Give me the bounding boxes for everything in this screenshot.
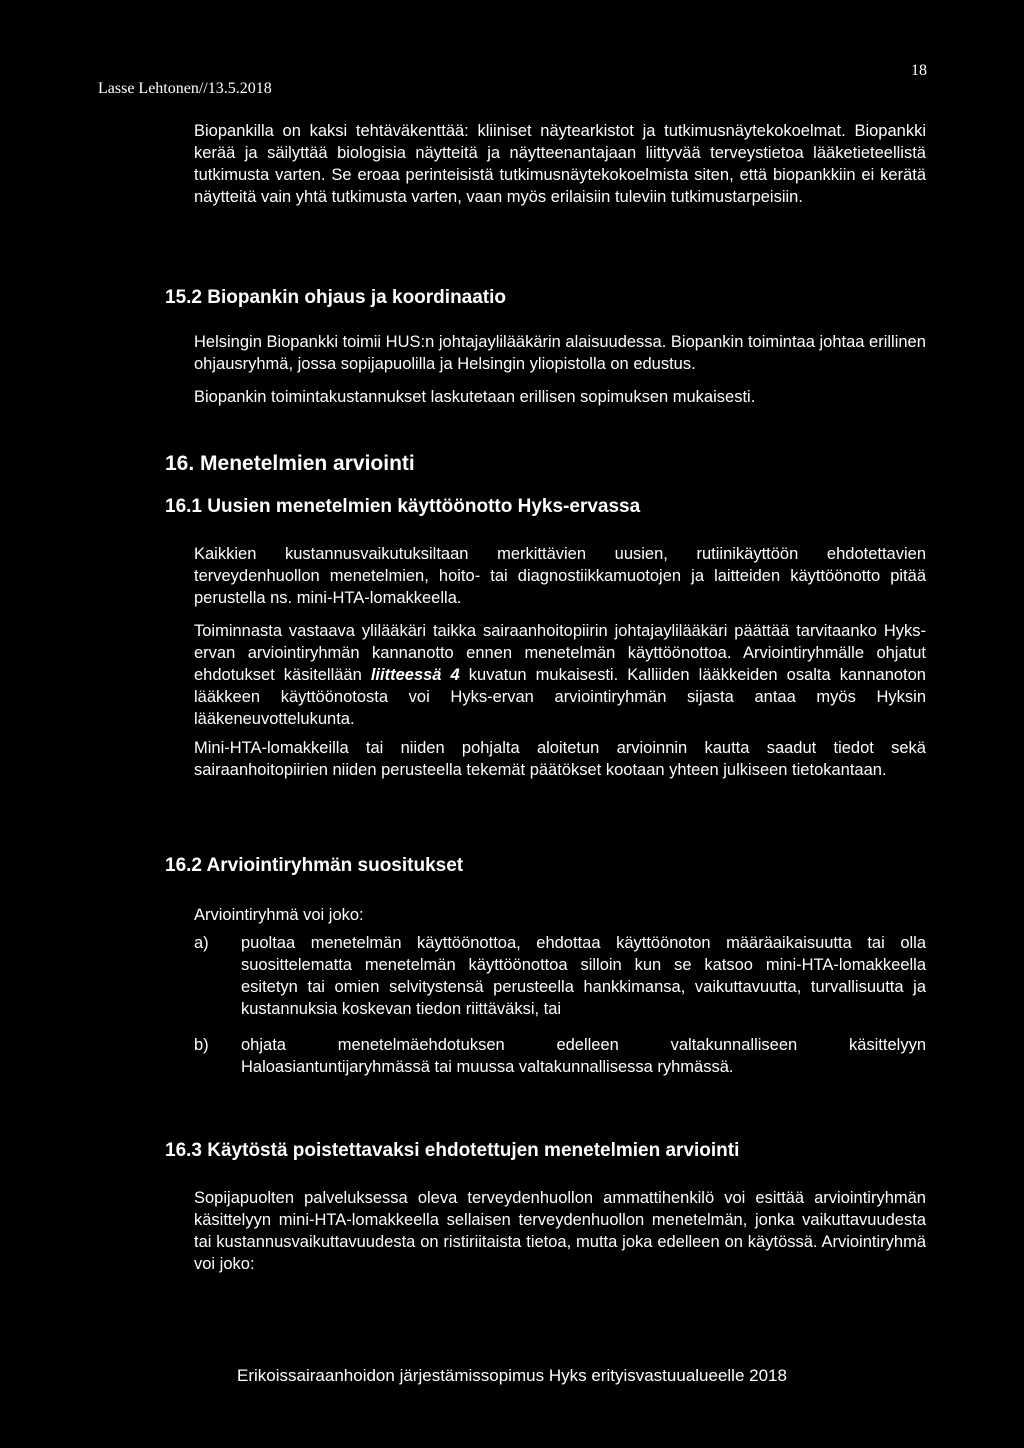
appendix-reference: liitteessä 4 xyxy=(370,666,460,684)
heading-16-2: 16.2 Arviointiryhmän suositukset xyxy=(165,855,464,876)
list-item-text: ohjata menetelmäehdotuksen edelleen valtakunnalliseen käsittelyyn Haloasiantuntijaryhmässä tai muussa valtakunnallisessa ryhmässä. xyxy=(241,1036,926,1076)
list-marker: b) xyxy=(194,1036,209,1054)
heading-16-1: 16.1 Uusien menetelmien käyttöönotto Hyks-ervassa xyxy=(165,496,641,517)
intro-paragraph: Biopankilla on kaksi tehtäväkenttää: kliiniset näytearkistot ja tutkimusnäytekokoelmat. Biopankki kerää ja säilyttää biologisia näytteitä ja näytteenantajaan liittyvää terveystietoa lääketieteellistä tutkimusta varten. Se eroaa perinteisistä tutkimusnäytekokoelmista siten, että biopankkiin ei kerätä näytteitä vain yhtä tutkimusta varten, vaan myös erilaisiin tuleviin tutkimustarpeisiin. xyxy=(194,122,926,206)
s15-2-paragraph-1: Helsingin Biopankki toimii HUS:n johtajaylilääkärin alaisuudessa. Biopankin toimintaa johtaa erillinen ohjausryhmä, jossa sopijapuolilla ja Helsingin yliopistolla on edustus. xyxy=(194,333,926,373)
list-item xyxy=(194,1034,926,1078)
s16-1-paragraph-3: Mini-HTA-lomakkeilla tai niiden pohjalta aloitetun arvioinnin kautta saadut tiedot sekä sairaanhoitopiirien niiden perusteella tekemät päätökset kootaan yhteen julkiseen tietokantaan. xyxy=(194,739,926,779)
heading-16: 16. Menetelmien arviointi xyxy=(165,452,415,475)
header-left: Lasse Lehtonen//13.5.2018 xyxy=(98,80,272,97)
heading-16-3: 16.3 Käytöstä poistettavaksi ehdotettujen menetelmien arviointi xyxy=(165,1140,740,1161)
heading-15-2: 15.2 Biopankin ohjaus ja koordinaatio xyxy=(165,287,507,308)
page-footer: Erikoissairaanhoidon järjestämissopimus Hyks erityisvastuualueelle 2018 xyxy=(237,1366,787,1385)
page-number: 18 xyxy=(911,62,927,79)
recommendation-list xyxy=(194,932,926,1078)
list-item xyxy=(194,932,926,1020)
list-item-text: puoltaa menetelmän käyttöönottoa, ehdottaa käyttöönoton määräaikaisuutta tai olla suosittelematta menetelmän käyttöönottoa silloin kun se katsoo mini-HTA-lomakkeella esitetyn tai omien selvitystensä perusteella hankkimansa, vaikuttavuutta, turvallisuutta ja kustannuksia koskevan tiedon riittäväksi, tai xyxy=(241,934,926,1018)
s16-3-paragraph-1: Sopijapuolten palveluksessa oleva terveydenhuollon ammattihenkilö voi esittää arviointiryhmän käsittelyyn mini-HTA-lomakkeella sellaisen terveydenhuollon menetelmän, jonka vaikuttavuudesta tai kustannusvaikuttavuudesta on ristiriitaista tietoa, mutta joka edelleen on käytössä. Arviointiryhmä voi joko: xyxy=(194,1189,926,1273)
s15-2-paragraph-2: Biopankin toimintakustannukset laskutetaan erillisen sopimuksen mukaisesti. xyxy=(194,388,756,406)
list-marker: a) xyxy=(194,934,209,952)
s16-1-paragraph-2: Toiminnasta vastaava ylilääkäri taikka sairaanhoitopiirin johtajaylilääkäri päättää tarvitaanko Hyks-ervan arviointiryhmän kannanotto ennen menetelmän käyttöönottoa. Arviointiryhmälle ohjatut ehdotukset käsitellään liitteessä 4 kuvatun mukaisesti. Kalliiden lääkkeiden osalta kannanoton lääkkeen käyttöönotosta voi Hyks-ervan arviointiryhmän sijasta antaa myös Hyksin lääkeneuvottelukunta. xyxy=(194,622,926,728)
s16-2-lead: Arviointiryhmä voi joko: xyxy=(194,906,364,924)
s16-1-paragraph-1: Kaikkien kustannusvaikutuksiltaan merkittävien uusien, rutiinikäyttöön ehdotettavien terveydenhuollon menetelmien, hoito- tai diagnostiikkamuotojen ja laitteiden käyttöönotto pitää perustella ns. mini-HTA-lomakkeella. xyxy=(194,545,926,607)
